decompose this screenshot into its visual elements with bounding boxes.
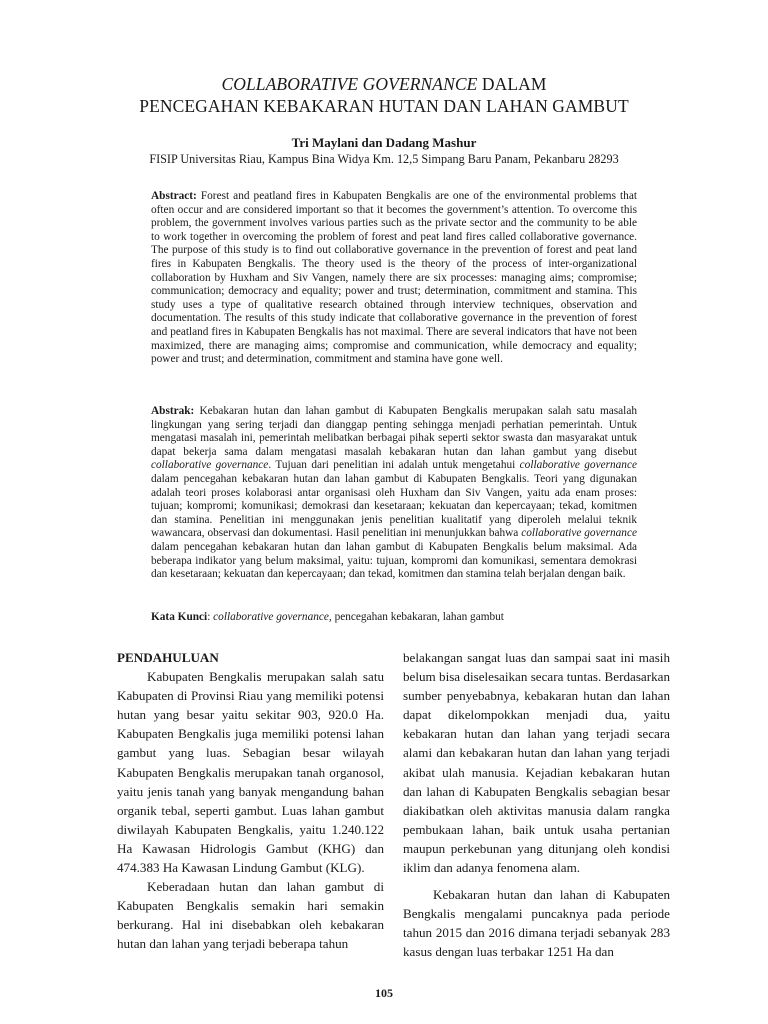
abstract-english: [151, 190, 637, 367]
abstrak-label: Abstrak:: [151, 405, 195, 417]
abstract-text: Forest and peatland fires in Kabupaten Bengkalis are one of the environmental problems that often occur and are considered important so that it becomes the government’s attention. To overcome this problem, the government involves various parties such as the private sector and the community to be able to work together in overcoming the problem of forest and peat land fires called collaborative governance. The purpose of this study is to find out collaborative governance in the prevention of forest and peat land fires in Kabupaten Bengkalis. The theory used is the theory of the process of inter-organizational collaboration by Huxham and Siv Vangen, namely there are six processes: managing aims; compromise; communication; democracy and equality; power and trust; determination, commitment and stamina. This study uses a type of qualitative research obtained through interview techniques, observation and documentation. The results of this study indicate that collaborative governance in the prevention of forest and peatland fires in Kabupaten Bengkalis has not maximal. There are several indicators that have not been maximized, there are managing aims; compromise and communication, while democracy and equality; power and trust; and determination, commitment and stamina have gone well.: [151, 190, 637, 366]
article-title-line-1: [0, 74, 768, 95]
body-paragraph-1: Kabupaten Bengkalis merupakan salah satu Kabupaten di Provinsi Riau yang memiliki potensi hutan yang besar yaitu sekitar 903, 920.0 Ha. Kabupaten Bengkalis juga memiliki potensi lahan gambut yang luas. Sebagian besar wilayah Kabupaten Bengkalis merupakan tanah organosol, yaitu jenis tanah yang banyak mengandung bahan organik tebal, seperti gambut. Luas lahan gambut diwilayah Kabupaten Bengkalis, yaitu 1.240.122 Ha Kawasan Hidrologis Gambut (KHG) dan 474.383 Ha Kawasan Lindung Gambut (KLG).: [117, 669, 384, 876]
keywords-italic: collaborative governance,: [213, 611, 332, 623]
body-paragraph-3: Kebakaran hutan dan lahan di Kabupaten Bengkalis mengalami puncaknya pada periode tahun 2015 dan 2016 dimana terjadi sebanyak 283 kasus dengan luas terbakar 1251 Ha dan: [403, 887, 670, 960]
keywords-rest: pencegahan kebakaran, lahan gambut: [331, 611, 504, 623]
body-paragraph-2: Keberadaan hutan dan lahan gambut di Kabupaten Bengkalis semakin hari semakin berkurang. Hal ini disebabkan oleh kebakaran hutan dan lahan yang terjadi beberapa tahun: [117, 879, 384, 952]
body-column-right: [403, 648, 670, 962]
abstrak-text-c: dalam pencegahan kebakaran hutan dan lahan gambut di Kabupaten Bengkalis. Teori yang digunakan adalah teori proses kolaborasi antar organisasi oleh Huxham dan Siv Vangen, yaitu ada enam proses: tujuan; kompromi; komunikasi; demokrasi dan kesetaraan; kekuatan dan kepercayaan; tekad, komitmen dan stamina. Penelitian ini menggunakan jenis penelitian kualitatif yang diperoleh melalui teknik wawancara, observasi dan dokumentasi. Hasil penelitian ini menunjukkan bahwa: [151, 472, 637, 540]
abstrak-italic-b: collaborative governance: [519, 459, 637, 472]
body-column-left: [117, 648, 384, 954]
abstrak-text-a: Kebakaran hutan dan lahan gambut di Kabupaten Bengkalis merupakan salah satu masalah lingkungan yang sering terjadi dan dianggap penting sehingga menjadi perhatian pemerintah. Untuk mengatasi masalah ini, pemerintah melibatkan berbagai pihak seperti sektor swasta dan masyarakat untuk dapat bekerja sama dalam mengatasi masalah kebakaran hutan dan lahan gambut yang disebut: [151, 405, 637, 458]
title-line-1-rest: DALAM: [477, 74, 547, 94]
abstrak-text-d: dalam pencegahan kebakaran hutan dan lahan gambut di Kabupaten Bengkalis belum maksimal. Ada beberapa indikator yang belum maksimal, yaitu: tujuan, kompromi dan komunikasi, sementara demokrasi dan kesetaraan; kekuatan dan kepercayaan; dan tekad, komitmen dan stamina telah berjalan dengan baik.: [151, 540, 637, 581]
keywords-line: [151, 611, 637, 625]
abstract-label: Abstract:: [151, 190, 197, 202]
keywords-label: Kata Kunci: [151, 611, 208, 623]
title-italic-term: COLLABORATIVE GOVERNANCE: [221, 74, 478, 94]
body-paragraph-2-continued: belakangan sangat luas dan sampai saat ini masih belum bisa diselesaikan secara tuntas. Berdasarkan sumber penyebabnya, kebakaran hutan dan lahan dapat dikelompokkan menjadi dua, yaitu kebakaran hutan dan lahan yang terjadi secara alami dan kebakaran hutan dan lahan yang terjadi akibat ulah manusia. Kejadian kebakaran hutan dan lahan di Kabupaten Bengkalis sebagian besar diakibatkan oleh aktivitas manusia dalam rangka pembukaan lahan, baik untuk usaha pertanian maupun perkebunan yang ditunjang oleh kondisi iklim dan adanya fenomena alam.: [403, 650, 670, 876]
author-names: Tri Maylani dan Dadang Mashur: [291, 135, 477, 150]
author-affiliation: FISIP Universitas Riau, Kampus Bina Widya Km. 12,5 Simpang Baru Panam, Pekanbaru 28293: [149, 152, 619, 166]
abstract-indonesian: [151, 405, 637, 582]
abstrak-text-b: . Tujuan dari penelitian ini adalah untuk mengetahui: [268, 459, 520, 472]
keywords-colon: :: [207, 611, 214, 623]
abstrak-italic-c: collaborative governance: [521, 527, 637, 540]
abstrak-italic-a: collaborative governance: [151, 459, 269, 472]
section-heading: PENDAHULUAN: [117, 650, 219, 665]
article-title-line-2: PENCEGAHAN KEBAKARAN HUTAN DAN LAHAN GAMBUT: [139, 96, 629, 116]
page-number: 105: [375, 986, 393, 1000]
